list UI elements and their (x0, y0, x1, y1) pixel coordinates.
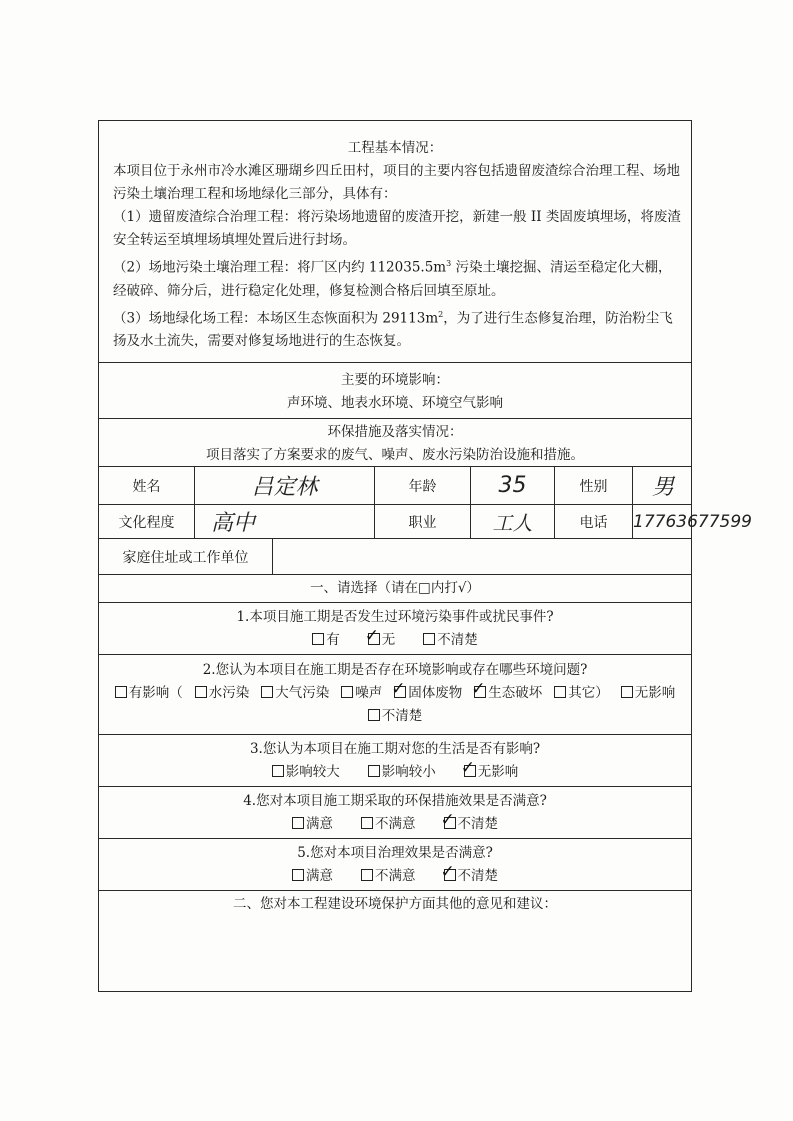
question-5 (99, 839, 691, 891)
option-label: 无 (381, 632, 396, 648)
option-label: 不满意 (375, 868, 416, 884)
checkbox-icon (361, 869, 373, 881)
option-label: 不清楚 (457, 868, 498, 884)
option-label: 无影响 (634, 685, 676, 701)
checkbox-icon (195, 686, 207, 698)
section-2 (99, 891, 691, 993)
checkmark-icon: ✓ (440, 862, 455, 882)
checkbox-icon (312, 633, 324, 645)
question-2 (99, 655, 691, 735)
question-3-option[interactable] (368, 761, 436, 784)
section-2-title: 二、您对本工程建设环境保护方面其他的意见和建议： (233, 896, 557, 912)
checkbox-icon (368, 765, 380, 777)
option-label: 大气污染 (275, 685, 330, 701)
checkbox-icon (554, 686, 566, 698)
checkbox-icon (115, 686, 127, 698)
option-label: 影响较小 (381, 764, 436, 780)
phone-value[interactable]: 17763677599 (633, 511, 752, 532)
option-label: 不满意 (375, 816, 416, 832)
education-label: 文化程度 (99, 505, 195, 538)
option-label: 生态破坏 (488, 685, 543, 701)
checkbox-icon (361, 817, 373, 829)
question-1-text: 1.本项目施工期是否发生过环境污染事件或扰民事件? (236, 609, 554, 625)
question-2-option-has-impact[interactable]: 有影响（ (115, 682, 183, 705)
question-4-option[interactable] (361, 813, 416, 836)
age-value[interactable]: 35 (471, 467, 555, 504)
question-2-option[interactable] (621, 682, 676, 705)
question-2-extra (99, 705, 691, 728)
checkmark-icon: ✓ (440, 810, 455, 830)
question-2-option[interactable] (471, 679, 543, 705)
suggestions-area[interactable] (99, 916, 691, 986)
checkbox-icon (621, 686, 633, 698)
impact-section (99, 363, 691, 419)
measures-title: 环保措施及落实情况： (327, 424, 463, 440)
person-row-1 (99, 467, 691, 505)
checkmark-icon: ✓ (364, 626, 379, 646)
checkmark-icon: ✓ (391, 679, 406, 699)
question-3 (99, 735, 691, 787)
option-label: 水污染 (208, 685, 250, 701)
checkbox-icon (292, 869, 304, 881)
impact-text: 声环境、地表水环境、环境空气影响 (287, 395, 503, 411)
question-1-option[interactable] (312, 629, 340, 652)
checkbox-icon (341, 686, 353, 698)
option-label: 噪声 (355, 685, 383, 701)
checkbox-icon (368, 709, 380, 721)
question-5-options (99, 862, 691, 888)
question-5-text: 5.您对本项目治理效果是否满意? (297, 845, 493, 861)
option-label: 影响较大 (285, 764, 340, 780)
basic-info-item-2: （2）场地污染土壤治理工程：将厂区内约 $112035.5m^3$ 污染土壤挖掘、清运至稳定化大棚，经破碎、筛分后，进行稳定化处理，修复检测合格后回填至原址。 (113, 259, 672, 299)
address-value[interactable] (273, 539, 693, 574)
option-label: 不清楚 (457, 816, 498, 832)
checkmark-icon: ✓ (460, 758, 475, 778)
question-2-option-unclear[interactable]: 不清楚 (368, 705, 423, 728)
question-1 (99, 603, 691, 655)
question-2-text: 2.您认为本项目在施工期是否存在环境影响或存在哪些环境问题? (202, 662, 588, 678)
gender-value[interactable]: 男 (651, 475, 674, 500)
measures-text: 项目落实了方案要求的废气、噪声、废水污染防治设施和措施。 (206, 447, 584, 463)
question-3-option[interactable] (272, 761, 340, 784)
question-2-option[interactable] (341, 682, 382, 705)
checkbox-icon (292, 817, 304, 829)
section-1-header (99, 575, 691, 603)
option-label: 满意 (306, 816, 333, 832)
person-row-3 (99, 539, 691, 575)
occupation-label: 职业 (375, 505, 471, 538)
question-1-option[interactable] (423, 629, 478, 652)
question-4-options (99, 810, 691, 836)
question-5-option[interactable] (440, 862, 499, 888)
question-4 (99, 787, 691, 839)
question-3-options (99, 758, 691, 784)
question-2-option[interactable] (261, 682, 329, 705)
checkbox-icon (261, 686, 273, 698)
basic-info-item-3: （3）场地绿化场工程：本场区生态恢面积为 $29113m^2$，为了进行生态修复治理，防治粉尘飞扬及水土流失，需要对修复场地进行的生态恢复。 (113, 309, 673, 349)
question-5-option[interactable] (292, 865, 333, 888)
question-2-option[interactable] (195, 682, 250, 705)
question-1-options (99, 626, 691, 652)
basic-info-title: 工程基本情况： (347, 140, 443, 156)
checkbox-icon (423, 633, 435, 645)
question-4-option[interactable] (440, 810, 499, 836)
education-value[interactable]: 高中 (195, 505, 375, 538)
option-label: 固体废物 (408, 685, 463, 701)
address-label: 家庭住址或工作单位 (99, 539, 273, 574)
impact-title: 主要的环境影响： (341, 372, 449, 388)
question-4-option[interactable] (292, 813, 333, 836)
option-label: 其它） (568, 685, 609, 701)
name-label: 姓名 (99, 467, 195, 504)
question-2-option[interactable] (554, 682, 609, 705)
option-label: 不清楚 (437, 632, 478, 648)
survey-form (98, 120, 752, 992)
measures-section (99, 419, 691, 467)
option-label: 有 (326, 632, 340, 648)
question-3-option[interactable] (460, 758, 519, 784)
phone-label: 电话 (555, 505, 633, 538)
occupation-value[interactable]: 工人 (471, 505, 555, 538)
checkbox-icon (272, 765, 284, 777)
option-label: 满意 (306, 868, 333, 884)
basic-info-intro: 本项目位于永州市冷水滩区珊瑚乡四丘田村，项目的主要内容包括遗留废渣综合治理工程、场地污染土壤治理工程和场地绿化三部分，具体有： (113, 163, 680, 202)
question-2-option[interactable] (391, 679, 463, 705)
question-5-option[interactable] (361, 865, 416, 888)
question-1-option[interactable] (364, 626, 396, 652)
question-3-text: 3.您认为本项目在施工期对您的生活是否有影响? (249, 741, 541, 757)
question-2-options (99, 679, 691, 705)
name-value[interactable]: 吕定林 (195, 467, 375, 504)
question-4-text: 4.您对本项目施工期采取的环保措施效果是否满意? (243, 793, 547, 809)
section-1-title: 一、请选择（请在□内打√） (310, 580, 480, 596)
basic-info-item-1: （1）遗留废渣综合治理工程：将污染场地遗留的废渣开挖，新建一般 II 类固废填埋场，将废渣安全转运至填埋场填埋处置后进行封场。 (113, 209, 681, 248)
person-row-2 (99, 505, 752, 539)
gender-label: 性别 (555, 467, 633, 504)
basic-info-section (99, 121, 691, 363)
checkmark-icon: ✓ (471, 679, 486, 699)
option-label: 无影响 (477, 764, 519, 780)
age-label: 年龄 (375, 467, 471, 504)
